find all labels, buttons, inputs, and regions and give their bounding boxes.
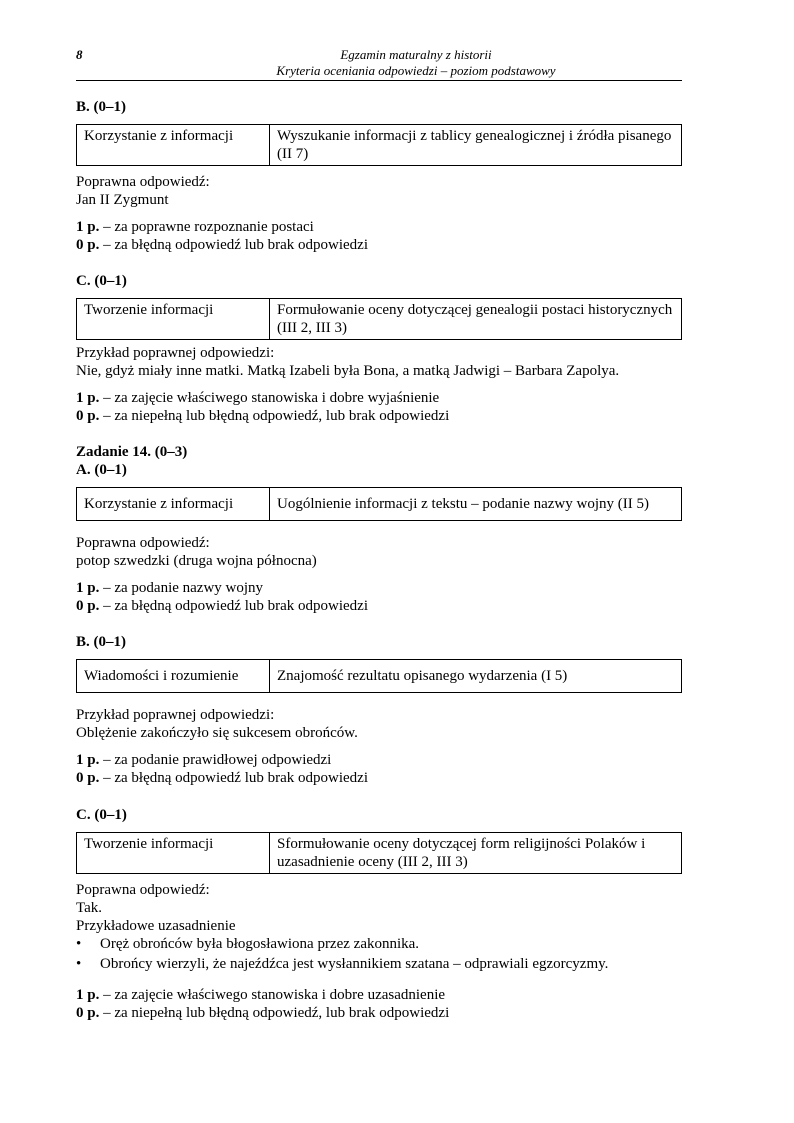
section-heading: C. (0–1) bbox=[76, 807, 127, 823]
page-number: 8 bbox=[76, 47, 83, 62]
answer-label: Przykład poprawnej odpowiedzi: bbox=[76, 345, 275, 361]
justification-list bbox=[76, 935, 682, 973]
scoring-0p bbox=[76, 1004, 682, 1022]
header-title-line2: Kryteria oceniania odpowiedzi – poziom podstawowy bbox=[276, 63, 556, 78]
scoring-0p bbox=[76, 769, 682, 787]
scoring-1p bbox=[76, 389, 682, 407]
section-heading: A. (0–1) bbox=[76, 462, 127, 478]
scoring-block bbox=[76, 218, 682, 254]
scoring-text: – za poprawne rozpoznanie postaci bbox=[99, 219, 314, 235]
points-label: 0 p. bbox=[76, 598, 100, 614]
scoring-text: – za zajęcie właściwego stanowiska i dobre uzasadnienie bbox=[99, 987, 446, 1003]
example-label: Przykładowe uzasadnienie bbox=[76, 918, 236, 934]
scoring-1p bbox=[76, 218, 682, 236]
answer-label: Poprawna odpowiedź: bbox=[76, 882, 210, 898]
scoring-0p bbox=[76, 597, 682, 615]
section-heading: B. (0–1) bbox=[76, 99, 126, 115]
list-item bbox=[76, 955, 682, 973]
criteria-requirement: Formułowanie oceny dotyczącej genealogii postaci historycznych (III 2, III 3) bbox=[270, 299, 682, 340]
criteria-area: Korzystanie z informacji bbox=[77, 488, 270, 521]
answer-text: potop szwedzki (druga wojna północna) bbox=[76, 553, 317, 569]
section-heading: C. (0–1) bbox=[76, 273, 127, 289]
criteria-requirement: Uogólnienie informacji z tekstu – podanie nazwy wojny (II 5) bbox=[270, 488, 682, 521]
points-label: 1 p. bbox=[76, 580, 100, 596]
answer-label: Poprawna odpowiedź: bbox=[76, 535, 210, 551]
scoring-0p bbox=[76, 407, 682, 425]
scoring-text: – za niepełną lub błędną odpowiedź, lub brak odpowiedzi bbox=[99, 1005, 450, 1021]
scoring-text: – za błędną odpowiedź lub brak odpowiedzi bbox=[99, 770, 369, 786]
scoring-text: – za podanie nazwy wojny bbox=[99, 580, 264, 596]
list-item bbox=[76, 935, 682, 953]
points-label: 1 p. bbox=[76, 752, 100, 768]
section-heading: B. (0–1) bbox=[76, 634, 126, 650]
scoring-text: – za błędną odpowiedź lub brak odpowiedzi bbox=[99, 598, 369, 614]
criteria-requirement: Znajomość rezultatu opisanego wydarzenia (I 5) bbox=[270, 660, 682, 693]
header-rule bbox=[76, 80, 682, 81]
points-label: 0 p. bbox=[76, 1005, 100, 1021]
criteria-table bbox=[76, 832, 682, 874]
scoring-0p bbox=[76, 236, 682, 254]
answer-text: Nie, gdyż miały inne matki. Matką Izabeli była Bona, a matką Jadwigi – Barbara Zapolya. bbox=[76, 363, 620, 379]
criteria-requirement: Sformułowanie oceny dotyczącej form religijności Polaków i uzasadnienie oceny (III 2, III 3) bbox=[270, 833, 682, 874]
points-label: 1 p. bbox=[76, 219, 100, 235]
answer-block bbox=[76, 173, 682, 209]
criteria-area: Wiadomości i rozumienie bbox=[77, 660, 270, 693]
header-title-line1: Egzamin maturalny z historii bbox=[340, 47, 492, 62]
scoring-text: – za zajęcie właściwego stanowiska i dobre wyjaśnienie bbox=[99, 390, 440, 406]
scoring-block bbox=[76, 751, 682, 787]
scoring-1p bbox=[76, 986, 682, 1004]
running-header bbox=[150, 47, 682, 79]
answer-label: Poprawna odpowiedź: bbox=[76, 174, 210, 190]
scoring-block bbox=[76, 986, 682, 1022]
answer-label: Przykład poprawnej odpowiedzi: bbox=[76, 707, 275, 723]
criteria-area: Korzystanie z informacji bbox=[77, 125, 270, 166]
answer-block bbox=[76, 881, 682, 975]
bullet-icon: • bbox=[76, 956, 82, 972]
criteria-table bbox=[76, 124, 682, 166]
scoring-block bbox=[76, 579, 682, 615]
scoring-text: – za błędną odpowiedź lub brak odpowiedzi bbox=[99, 237, 369, 253]
criteria-area: Tworzenie informacji bbox=[77, 299, 270, 340]
bullet-icon: • bbox=[76, 936, 82, 952]
scoring-1p bbox=[76, 579, 682, 597]
points-label: 0 p. bbox=[76, 237, 100, 253]
points-label: 1 p. bbox=[76, 987, 100, 1003]
list-item-text: Obrońcy wierzyli, że najeźdźca jest wysłannikiem szatana – odprawiali egzorcyzmy. bbox=[100, 956, 609, 972]
criteria-table bbox=[76, 487, 682, 521]
answer-text: Jan II Zygmunt bbox=[76, 192, 169, 208]
answer-text: Tak. bbox=[76, 900, 103, 916]
task-heading: Zadanie 14. (0–3) bbox=[76, 444, 188, 460]
criteria-table bbox=[76, 298, 682, 340]
list-item-text: Oręż obrońców była błogosławiona przez zakonnika. bbox=[100, 936, 420, 952]
scoring-block bbox=[76, 389, 682, 425]
points-label: 0 p. bbox=[76, 408, 100, 424]
answer-block bbox=[76, 706, 682, 742]
points-label: 1 p. bbox=[76, 390, 100, 406]
scoring-1p bbox=[76, 751, 682, 769]
points-label: 0 p. bbox=[76, 770, 100, 786]
scoring-text: – za niepełną lub błędną odpowiedź, lub brak odpowiedzi bbox=[99, 408, 450, 424]
criteria-area: Tworzenie informacji bbox=[77, 833, 270, 874]
answer-block bbox=[76, 344, 682, 380]
answer-block bbox=[76, 534, 682, 570]
answer-text: Oblężenie zakończyło się sukcesem obrońców. bbox=[76, 725, 358, 741]
criteria-table bbox=[76, 659, 682, 693]
scoring-text: – za podanie prawidłowej odpowiedzi bbox=[99, 752, 332, 768]
criteria-requirement: Wyszukanie informacji z tablicy genealogicznej i źródła pisanego (II 7) bbox=[270, 125, 682, 166]
